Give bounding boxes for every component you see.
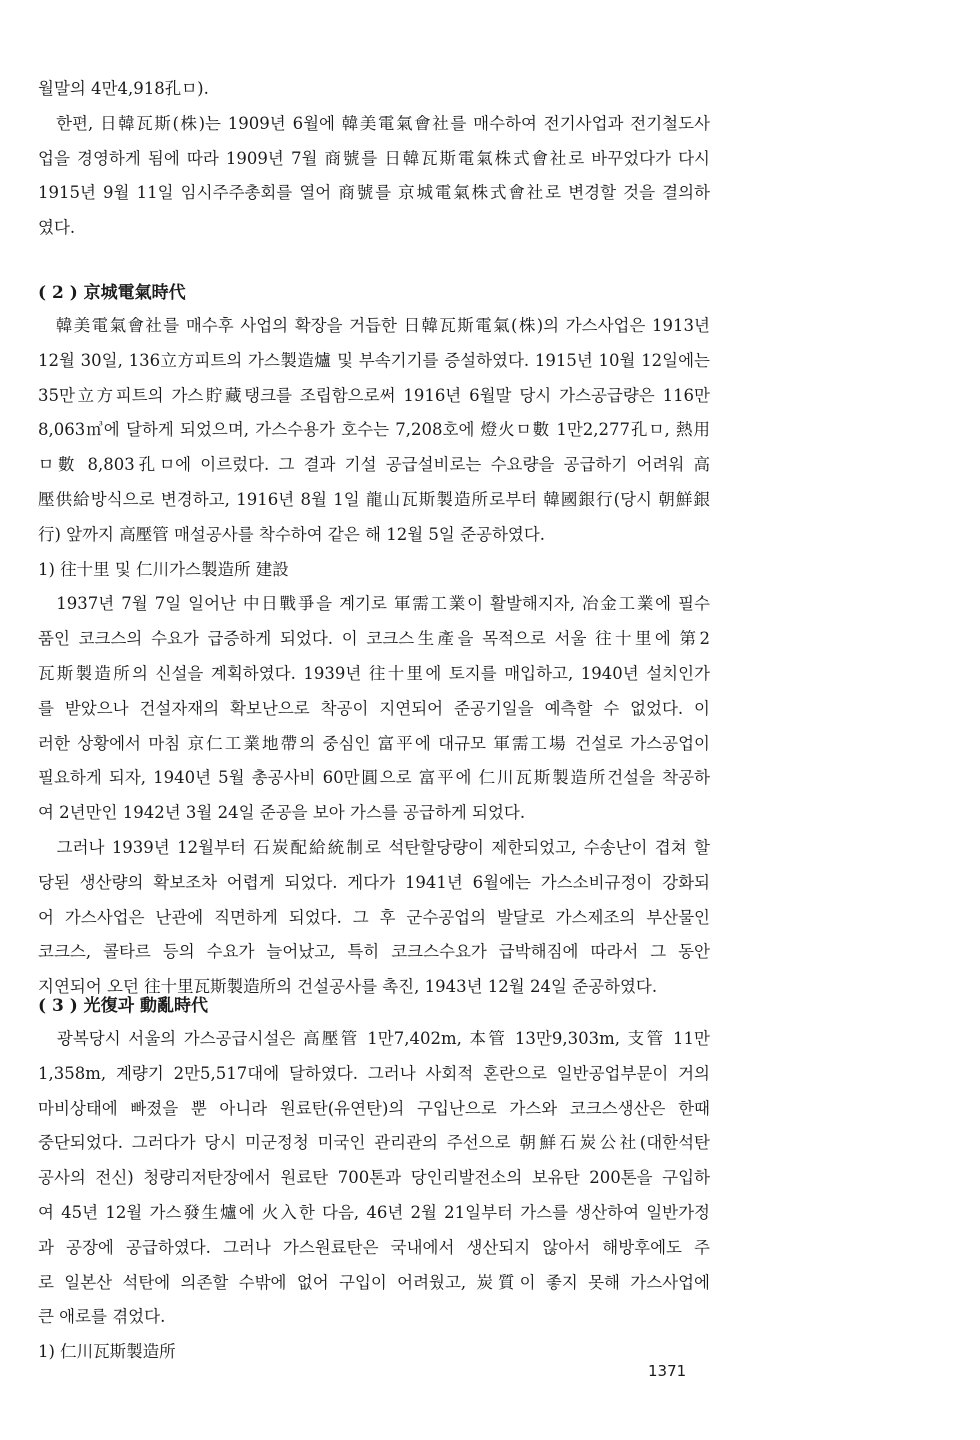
intro-paragraph: [38, 72, 710, 246]
text-line: 韓美電氣會社를 매수후 사업의 확장을 거듭한 日韓瓦斯電氣(株)의 가스사업은 1913년: [38, 316, 710, 335]
page-number: 1371: [648, 1362, 687, 1380]
text-line: 공사의 전신) 청량리저탄장에서 원료탄 700톤과 당인리발전소의 보유탄 200톤을 구입하: [38, 1168, 710, 1188]
text-line: 行) 앞까지 高壓管 매설공사를 착수하여 같은 해 12월 5일 준공하였다.: [38, 524, 546, 544]
section-heading-2: ( 2 ) 京城電氣時代: [38, 283, 186, 303]
text-line: 35만立方피트의 가스貯藏탱크를 조립함으로써 1916년 6월말 당시 가스공급량은 116만: [38, 385, 710, 405]
text-line: 1915년 9월 11일 임시주주총회를 열어 商號를 京城電氣株式會社로 변경할 것을 결의하: [38, 183, 710, 203]
text-line: 瓦斯製造所의 신설을 계획하였다. 1939년 往十里에 토지를 매입하고, 1940년 설치인가: [38, 663, 710, 683]
text-line: 여 2년만인 1942년 3월 24일 준공을 보아 가스를 공급하게 되었다.: [38, 803, 526, 823]
text-line: 당된 생산량의 확보조차 어렵게 되었다. 게다가 1941년 6월에는 가스소비규정이 강화되: [38, 872, 710, 892]
text-line: 1,358m, 계량기 2만5,517대에 달하였다. 그러나 사회적 혼란으로 일반공업부문이 거의: [38, 1063, 710, 1083]
text-line: 중단되었다. 그러다가 당시 미군정청 미국인 관리관의 주선으로 朝鮮石炭公社(대한석탄: [38, 1133, 710, 1153]
text-line: 큰 애로를 겪었다.: [38, 1307, 166, 1327]
text-line: 그러나 1939년 12월부터 石炭配給統制로 석탄할당량이 제한되었고, 수송난이 겹쳐 할: [38, 837, 710, 857]
text-line: 필요하게 되자, 1940년 5월 총공사비 60만圓으로 富平에 仁川瓦斯製造所건설을 착공하: [38, 768, 710, 788]
text-line: 마비상태에 빠졌을 뿐 아니라 원료탄(유연탄)의 구입난으로 가스와 코크스생산은 한때: [38, 1098, 710, 1118]
sub-heading: 1) 往十里 및 仁川가스製造所 建設: [38, 559, 289, 579]
text-line: 광복당시 서울의 가스공급시설은 高壓管 1만7,402m, 本管 13만9,303m, 支管 11만: [38, 1029, 710, 1048]
text-line: 월말의 4만4,918孔ㅁ).: [38, 79, 209, 98]
text-line: 1937년 7월 7일 일어난 中日戰爭을 계기로 軍需工業이 활발해지자, 冶金工業에 필수: [38, 594, 710, 614]
sub-heading: 1) 仁川瓦斯製造所: [38, 1342, 176, 1362]
text-line: 품인 코크스의 수요가 급증하게 되었다. 이 코크스生產을 목적으로 서울 往十里에 第2: [38, 629, 710, 649]
text-line: 로 일본산 석탄에 의존할 수밖에 없어 구입이 어려웠고, 炭質이 좋지 못해 가스사업에: [38, 1272, 710, 1292]
text-line: 였다.: [38, 218, 76, 238]
text-line: 여 45년 12월 가스發生爐에 火入한 다음, 46년 2월 21일부터 가스를 생산하여 일반가정: [38, 1202, 710, 1222]
text-line: 업을 경영하게 됨에 따라 1909년 7월 商號를 日韓瓦斯電氣株式會社로 바꾸었다가 다시: [38, 148, 710, 168]
section3-paragraph-1: [38, 1022, 710, 1370]
text-line: 한편, 日韓瓦斯(株)는 1909년 6월에 韓美電氣會社를 매수하여 전기사업과 전기철도사: [38, 113, 710, 133]
text-line: 러한 상황에서 마침 京仁工業地帶의 중심인 富平에 대규모 軍需工場 건설로 가스공업이: [38, 733, 710, 753]
section2-paragraph-1: [38, 309, 710, 1005]
text-line: 12월 30일, 136立方피트의 가스製造爐 및 부속기기를 증설하였다. 1915년 10월 12일에는: [38, 350, 710, 370]
text-line: 어 가스사업은 난관에 직면하게 되었다. 그 후 군수공업의 발달로 가스제조의 부산물인: [38, 907, 710, 927]
text-line: 를 받았으나 건설자재의 확보난으로 착공이 지연되어 준공기일을 예측할 수 없었다. 이: [38, 698, 710, 718]
section-heading-3: ( 3 ) 光復과 動亂時代: [38, 996, 209, 1016]
text-line: 8,063㎥에 달하게 되었으며, 가스수용가 호수는 7,208호에 燈火ㅁ數 1만2,277孔ㅁ, 熱用: [38, 420, 710, 440]
text-line: 지연되어 오던 往十里瓦斯製造所의 건설공사를 촉진, 1943년 12월 24일 준공하였다.: [38, 977, 658, 997]
text-line: ㅁ數 8,803孔ㅁ에 이르렀다. 그 결과 기설 공급설비로는 수요량을 공급하기 어려워 高: [38, 455, 710, 475]
text-line: 과 공장에 공급하였다. 그러나 가스원료탄은 국내에서 생산되지 않아서 해방후에도 주: [38, 1237, 710, 1257]
text-line: 코크스, 콜타르 등의 수요가 늘어났고, 특히 코크스수요가 급박해짐에 따라서 그 동안: [38, 942, 710, 962]
text-line: 壓供給방식으로 변경하고, 1916년 8월 1일 龍山瓦斯製造所로부터 韓國銀行(당시 朝鮮銀: [38, 489, 710, 509]
